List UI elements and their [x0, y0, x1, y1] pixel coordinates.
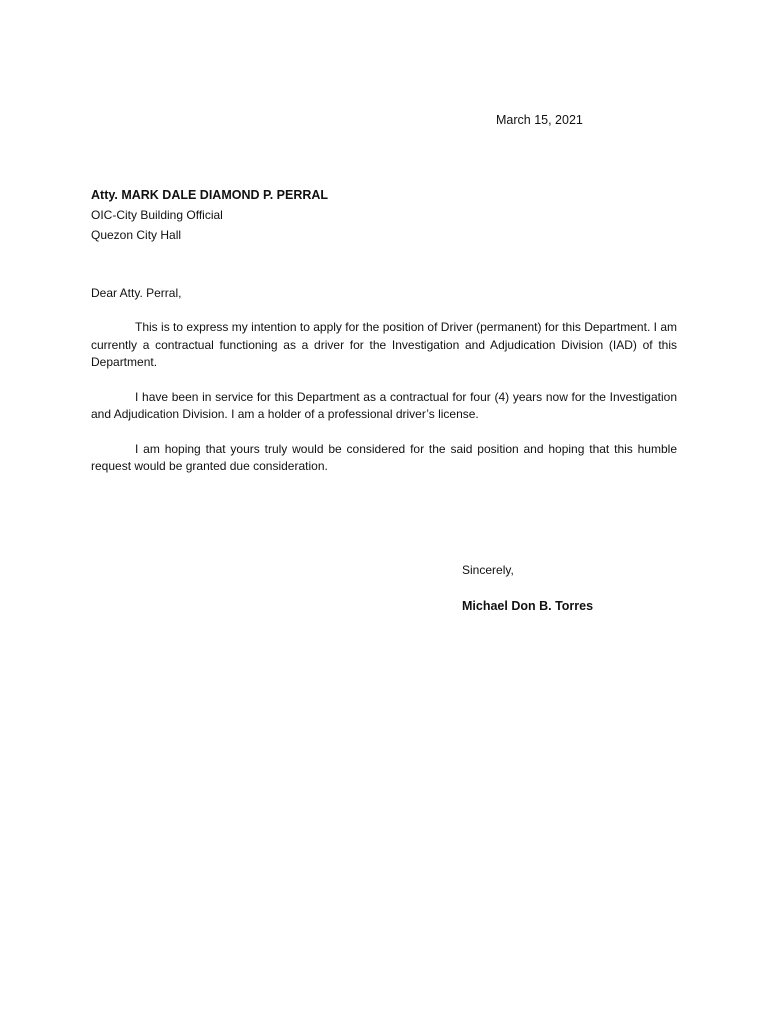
signer-name: Michael Don B. Torres — [462, 599, 594, 613]
letter-date: March 15, 2021 — [496, 113, 583, 127]
recipient-title: OIC-City Building Official — [91, 208, 223, 222]
recipient-office: Quezon City Hall — [91, 228, 182, 242]
salutation: Dear Atty. Perral, — [91, 286, 182, 300]
letter-body — [91, 319, 677, 493]
body-paragraph: This is to express my intention to apply for the position of Driver (permanent) for this Department. I am currently a contractual functioning as a driver for the Investigation and Adjudication Division (IAD) of this Department. — [91, 320, 677, 369]
recipient-block — [91, 187, 591, 247]
closing: Sincerely, — [462, 563, 514, 577]
recipient-name: Atty. MARK DALE DIAMOND P. PERRAL — [91, 188, 329, 202]
body-paragraph: I am hoping that yours truly would be considered for the said position and hoping that this humble request would be granted due consideration. — [91, 441, 677, 473]
body-paragraph: I have been in service for this Department as a contractual for four (4) years now for the Investigation and Adjudication Division. I am a holder of a professional driver’s license. — [91, 389, 677, 421]
